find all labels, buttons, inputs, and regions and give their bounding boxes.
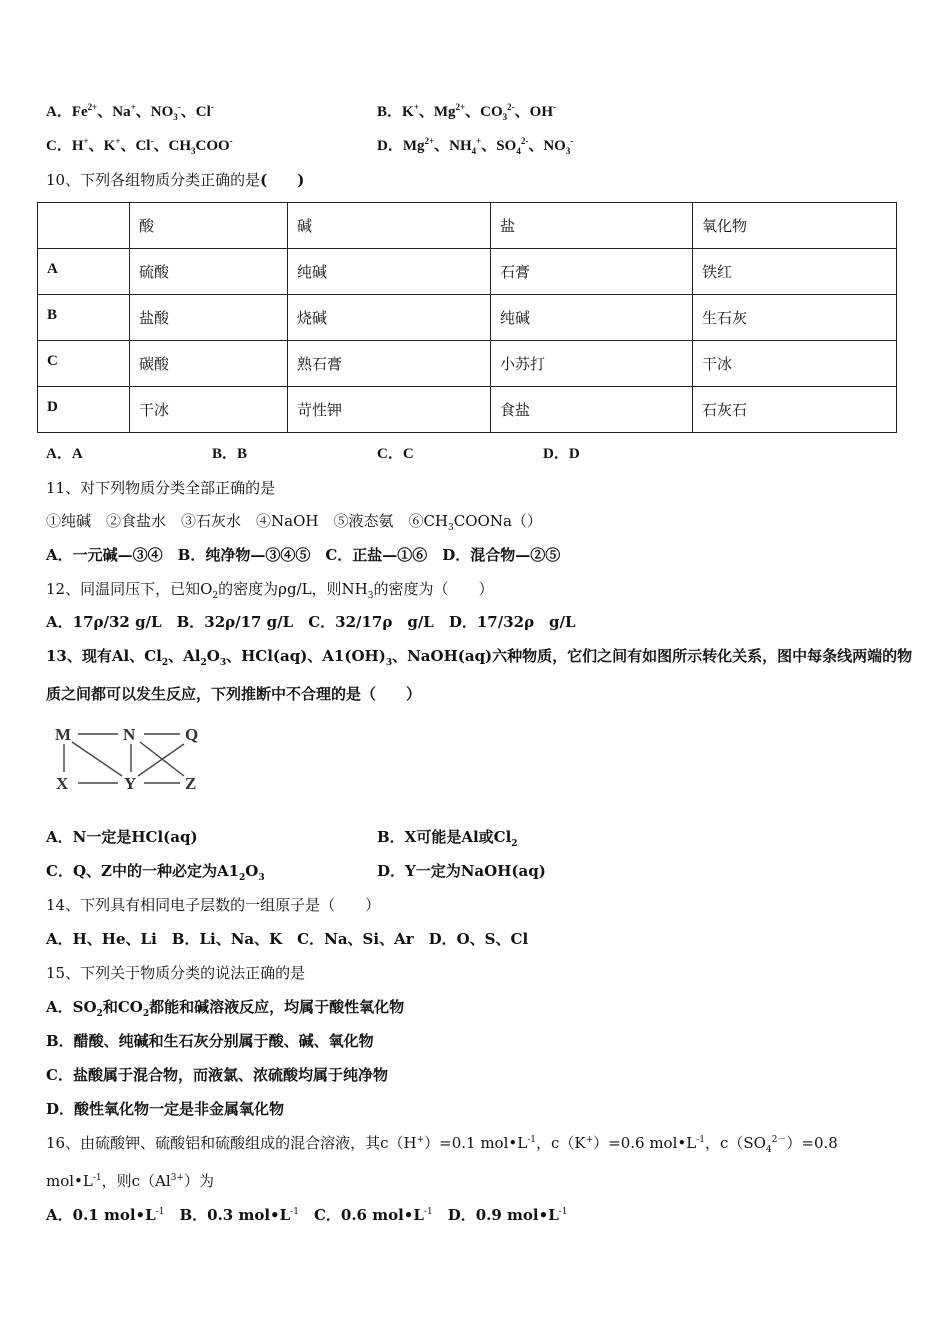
q11-items: ①纯碱 ②食盐水 ③石灰水 ④NaOH ⑤液态氨 $⑥CH_3COONa()$ <box>46 512 542 533</box>
q10-classification-table <box>37 202 897 433</box>
q12-options: A．17ρ/32 g/L B．32ρ/17 g/L C．32/17ρ g/L D．17/32ρ g/L <box>46 613 576 631</box>
edge-n-z <box>140 742 184 776</box>
q13-stem-line2: 质之间都可以发生反应，下列推断中不合理的是（ ） <box>46 685 422 703</box>
q16-stem-line2: $mol•L^{-1}$，则$c(Al^{3+})$为 <box>46 1172 214 1190</box>
table-cell: 烧碱 <box>288 295 491 341</box>
table-cell: 纯碱 <box>491 295 693 341</box>
q13-option-a: A．N一定是HCl(aq) <box>46 828 198 846</box>
q13-stem-line1: 13、现有Al、$Cl_2$、$Al_2O_3$、HCl(aq)、$A1(OH)_3$、NaOH(aq)六种物质，它们之间有如图所示转化关系，图中每条线两端的物 <box>46 647 913 668</box>
table-cell: 干冰 <box>130 387 288 433</box>
q13-option-c: C．Q、Z中的一种必定为$A1_2O_3$ <box>46 862 265 883</box>
table-cell: 食盐 <box>491 387 693 433</box>
node-x: X <box>56 774 69 793</box>
table-cell: 生石灰 <box>693 295 897 341</box>
table-header-cell: 酸 <box>130 203 288 249</box>
q16-stem-line1: 16、由硫酸钾、硫酸铝和硫酸组成的混合溶液，其c（H+）=0.1 $mol•L^{-1}$，c（K+）=0.6 $mol•L^{-1}$，$c(SO_4^{2-})=0.8$ <box>46 1134 838 1155</box>
q10-option-c: C．C <box>377 446 414 462</box>
table-cell: 铁红 <box>693 249 897 295</box>
table-cell: 干冰 <box>693 341 897 387</box>
table-cell: 熟石膏 <box>288 341 491 387</box>
node-q: Q <box>185 725 199 744</box>
table-header-cell: 盐 <box>491 203 693 249</box>
node-z: Z <box>185 774 197 793</box>
table-row <box>38 387 897 433</box>
q13-option-b: B．X可能是Al或$Cl_2$ <box>377 828 518 849</box>
table-cell: 硫酸 <box>130 249 288 295</box>
table-cell: 纯碱 <box>288 249 491 295</box>
table-cell: D <box>38 387 130 433</box>
q10-option-b: B．B <box>212 446 248 462</box>
q10-option-a: A．A <box>46 446 83 462</box>
q11-stem: 11、对下列物质分类全部正确的是 <box>46 479 276 497</box>
q15-option-b: B．醋酸、纯碱和生石灰分别属于酸、碱、氧化物 <box>46 1032 374 1050</box>
q15-option-c: C．盐酸属于混合物，而液氯、浓硫酸均属于纯净物 <box>46 1066 388 1084</box>
q10-stem: 10、下列各组物质分类正确的是( ) <box>46 171 305 189</box>
q16-options: A．0.1 $mol•L^{-1}$ B．0.3 $mol•L^{-1}$ C．0.6 $mol•L^{-1}$ D．0.9 $mol•L^{-1}$ <box>46 1206 568 1224</box>
q15-option-a: A．$SO_2$和$CO_2$都能和碱溶液反应，均属于酸性氧化物 <box>46 998 405 1019</box>
q15-stem: 15、下列关于物质分类的说法正确的是 <box>46 964 306 982</box>
q9-option-b: B．K+、$Mg^{2+}$、$CO_3^{2-}$、OH- <box>377 102 556 122</box>
q10-options <box>46 444 646 464</box>
table-row <box>38 249 897 295</box>
table-header-row <box>38 203 897 249</box>
q14-stem: 14、下列具有相同电子层数的一组原子是（ ） <box>46 896 381 914</box>
table-header-cell: 氧化物 <box>693 203 897 249</box>
table-cell: 石灰石 <box>693 387 897 433</box>
q15-option-d: D．酸性氧化物一定是非金属氧化物 <box>46 1100 285 1118</box>
edge-m-y <box>72 742 122 776</box>
table-cell: B <box>38 295 130 341</box>
q12-stem: 12、同温同压下，已知$O_2$的密度为ρg/L，则$NH_3$的密度为（ ） <box>46 580 494 601</box>
q13-reaction-diagram <box>52 720 212 800</box>
table-cell: A <box>38 249 130 295</box>
q11-options: A．一元碱—③④ B．纯净物—③④⑤ C．正盐—①⑥ D．混合物—②⑤ <box>46 546 561 564</box>
table-row <box>38 295 897 341</box>
table-cell: 盐酸 <box>130 295 288 341</box>
q10-option-d: D．D <box>543 446 580 462</box>
node-y: Y <box>124 774 137 793</box>
table-header-cell <box>38 203 130 249</box>
table-cell: 石膏 <box>491 249 693 295</box>
table-row <box>38 341 897 387</box>
table-header-cell: 碱 <box>288 203 491 249</box>
q9-option-a: A．$Fe^{2+}$、Na+、$NO_3^-$、Cl- <box>46 102 214 122</box>
q13-option-d: D．Y一定为NaOH(aq) <box>377 862 546 880</box>
table-cell: 小苏打 <box>491 341 693 387</box>
table-cell: 碳酸 <box>130 341 288 387</box>
table-cell: 苛性钾 <box>288 387 491 433</box>
q14-options: A．H、He、Li B．Li、Na、K C．Na、Si、Ar D．O、S、Cl <box>46 930 529 948</box>
q9-option-c: C．H+、K+、Cl-、$CH_3COO^-$ <box>46 136 233 156</box>
node-m: M <box>55 725 72 744</box>
node-n: N <box>123 725 136 744</box>
table-cell: C <box>38 341 130 387</box>
q9-option-d: D．$Mg^{2+}$、$NH_4^+$、$SO_4^{2-}$、$NO_3^-$ <box>377 136 574 156</box>
